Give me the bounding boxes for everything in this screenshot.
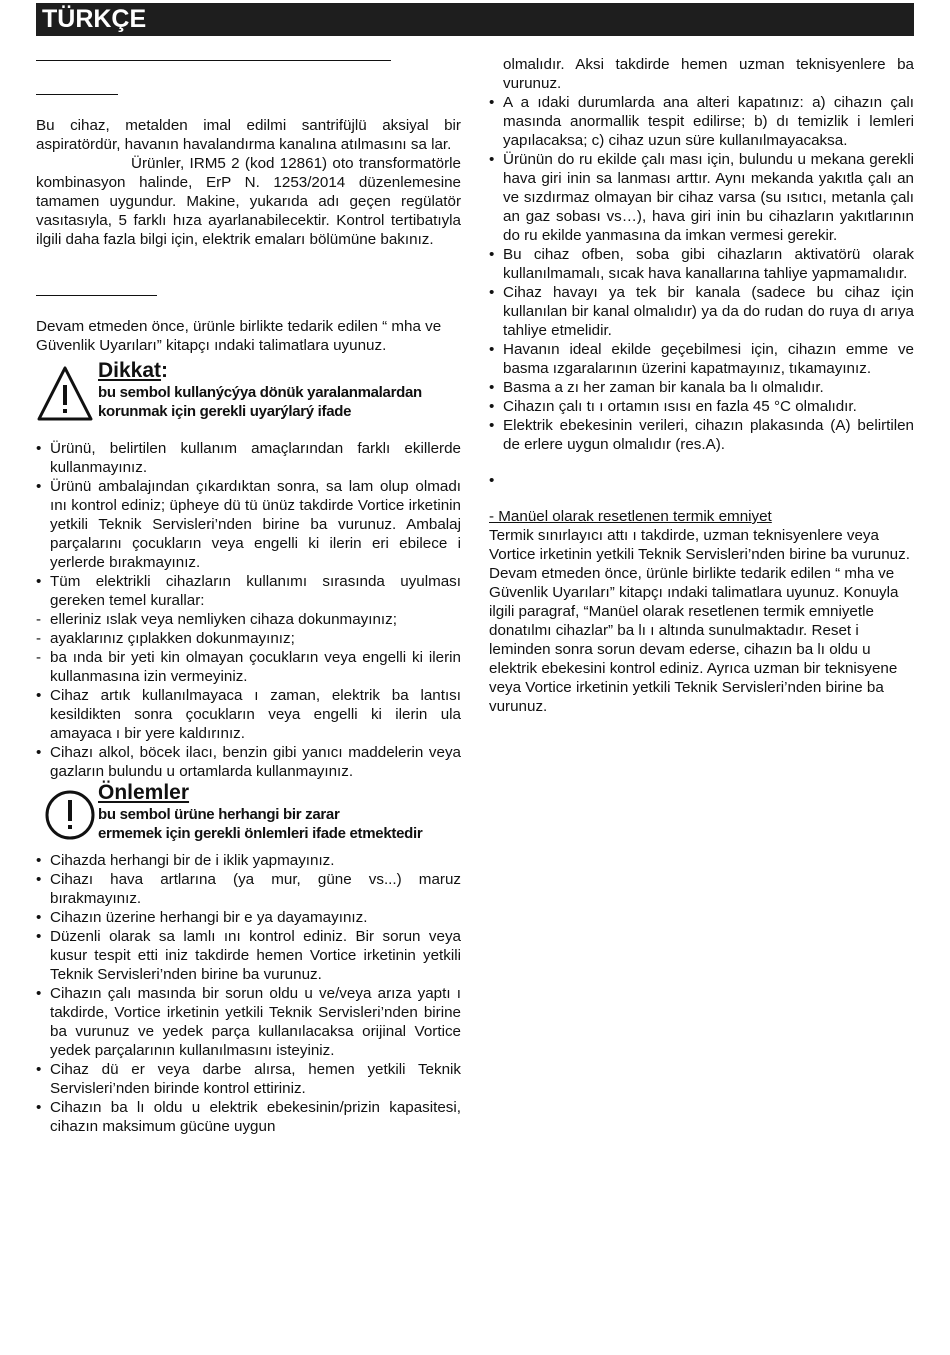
rule-item: - ayaklarınız çıplakken dokunmayınız; bbox=[36, 629, 461, 648]
precaution-item: • Havanın ideal ekilde geçebilmesi için, cihazın emme ve basma ızgaralarının üzerini kapatmayınız, tıkamayınız. bbox=[489, 340, 914, 378]
intro-paragraph: Bu cihaz, metalden imal edilmi santrifüjlü aksiyal bir aspiratördür, havanın havalandırma kanalına atılmasını sa lar. bbox=[36, 117, 461, 153]
precaution-item: • Ürünün do ru ekilde çalı ması için, bulundu u mekana gerekli hava giri inin sa lanması arttır. Aynı mekanda yakıtla çalı an ve sızdırmaz olmayan bir cihaz varsa (su ısıtıcı, metanla çalı an gaz sobası vs…), hava giri inin bu cihazların yakıtlarının do ru ekilde yanmasına da imkan vermesi gerekir. bbox=[489, 150, 914, 245]
precautions-list bbox=[36, 851, 461, 1136]
warning-item: • Tüm elektrikli cihazların kullanımı sırasında uyulması gereken temel kurallar: bbox=[36, 572, 461, 610]
compliance-paragraph: Ürünler, IRM5 2 (kod 12861) oto transformatörle kombinasyon halinde, ErP N. 1253/2014 düzenlemesine tamamen uygundur. Makine, yukarıda adı geçen regülatör vasıtasıyla, 5 farklı hıza ayarlanabilecektir. Kontrol tertibatıyla ilgili daha fazla bilgi için, elektrik emaları bölümüne bakınız. bbox=[36, 155, 461, 248]
onlemler-text-line1: bu sembol ürüne herhangi bir zarar bbox=[98, 806, 340, 823]
onlemler-text-line2: ermemek için gerekli önlemleri ifade etmektedir bbox=[98, 825, 423, 842]
precaution-item: • Cihazın ba lı oldu u elektrik ebekesinin/prizin kapasitesi, cihazın maksimum gücüne uygun bbox=[36, 1098, 461, 1136]
dikkat-notice bbox=[36, 359, 461, 439]
language-header bbox=[36, 3, 914, 36]
precaution-item: • Elektrik ebekesinin verileri, cihazın plakasında (A) belirtilen de erlere uygun olmalıdır (res.A). bbox=[489, 416, 914, 454]
warnings-list bbox=[36, 439, 461, 610]
precaution-item: • Cihazın çalı tı ı ortamın ısısı en fazla 45 °C olmalıdır. bbox=[489, 397, 914, 416]
rule-item: - ba ında bir yeti kin olmayan çocukların veya engelli ki ilerin kullanmasına izin vermeyiniz. bbox=[36, 648, 461, 686]
continued-paragraph: olmalıdır. Aksi takdirde hemen uzman teknisyenlere ba vurunuz. bbox=[503, 56, 914, 92]
precaution-item: • Cihaz havayı ya tek bir kanala (sadece bu cihaz için kullanılan bir kanal olmalıdır) ya da do rudan do ruya dı arıya tahliye etmelidir. bbox=[489, 283, 914, 340]
dikkat-text-line2: korunmak için gerekli uyarýlarý ifade bbox=[98, 403, 352, 420]
dikkat-text-line1: bu sembol kullanýcýya dönük yaralanmalardan bbox=[98, 384, 422, 401]
rule-item: - elleriniz ıslak veya nemliyken cihaza dokunmayınız; bbox=[36, 610, 461, 629]
warning-triangle-icon bbox=[36, 365, 94, 423]
empty-bullet: • bbox=[489, 472, 495, 489]
left-column bbox=[36, 60, 461, 1136]
instructions-paragraph: Devam etmeden önce, ürünle birlikte tedarik edilen “ mha ve Güvenlik Uyarıları” kitapçı ındaki talimatlara uyunuz. bbox=[36, 318, 442, 354]
thermal-paragraph: Termik sınırlayıcı attı ı takdirde, uzman teknisyenlere veya Vortice irketinin yetkili Teknik Servisleri’nden birine ba vurunuz. Devam etmeden önce, ürünle birlikte tedarik edilen “ mha ve Güvenlik Uyarıları” kitapçı ındaki talimatlara uyunuz. Konuyla ilgili paragraf, “Manüel olarak resetlenen termik emniyetle donatılmı cihazlar” ba lı ı altında sunulmaktadır. Reset i leminden sonra sorun devam ederse, cihazın ba lı oldu u elektrik ebekesini kontrol ediniz. Ayrıca uzman bir teknisyene veya Vortice irketinin yetkili Teknik Servisleri’nden birine ba vurunuz. bbox=[489, 527, 910, 715]
dikkat-title: Dikkat bbox=[98, 359, 162, 382]
precaution-item: • Basma a zı her zaman bir kanala ba lı olmalıdır. bbox=[489, 378, 914, 397]
precaution-item: • Cihazda herhangi bir de i iklik yapmayınız. bbox=[36, 851, 461, 870]
warning-item: • Ürünü ambalajından çıkardıktan sonra, sa lam olup olmadı ını kontrol ediniz; üpheye dü tü ünüz takdirde Vortice irketinin yetkili Teknik Servisleri’nden birine ba vurunuz. Ambalaj parçalarını çocukların veya engelli ki ilerin eri ebilece i yerlerde bırakmayınız. bbox=[36, 477, 461, 572]
precaution-item: • A a ıdaki durumlarda ana alteri kapatınız: a) cihazın çalı masında anormallik tespit edilirse; b) dı temizlik i lemleri yapılacaksa; c) cihaz uzun süre kullanılmayacaksa. bbox=[489, 93, 914, 150]
thermal-heading: - Manüel olarak resetlenen termik emniyet bbox=[489, 508, 772, 525]
right-precautions-list bbox=[489, 93, 914, 454]
precaution-item: • Cihazı hava artlarına (ya mur, güne vs...) maruz bırakmayınız. bbox=[36, 870, 461, 908]
dikkat-colon: : bbox=[161, 359, 169, 382]
precaution-item: • Cihazın çalı masında bir sorun oldu u ve/veya arıza yaptı ı takdirde, Vortice irketinin yetkili Teknik Servisleri’nden birine ba vurunuz ve yedek parça kullanılacaksa orijinal Vortice yedek parçalarının kullanılmasını isteyiniz. bbox=[36, 984, 461, 1060]
right-column bbox=[489, 55, 914, 716]
precaution-item: • Cihazın üzerine herhangi bir e ya dayamayınız. bbox=[36, 908, 461, 927]
onlemler-notice bbox=[36, 781, 461, 851]
warning-item: • Cihazı alkol, böcek ilacı, benzin gibi yanıcı maddelerin veya gazların bulundu u ortamlarda kullanmayınız. bbox=[36, 743, 461, 781]
precaution-item: • Düzenli olarak sa lamlı ını kontrol ediniz. Bir sorun veya kusur tespit etti iniz takdirde hemen Vortice irketinin yetkili Teknik Servisleri’nden birine ba vurunuz. bbox=[36, 927, 461, 984]
warnings-list-2 bbox=[36, 686, 461, 781]
onlemler-title: Önlemler bbox=[98, 781, 190, 804]
rules-list bbox=[36, 610, 461, 686]
warning-item: • Cihaz artık kullanılmayaca ı zaman, elektrik ba lantısı kesildikten sonra çocukların veya engelli ki ilerin ula amayaca ı bir yere kaldırınız. bbox=[36, 686, 461, 743]
precaution-item: • Cihaz dü er veya darbe alırsa, hemen yetkili Teknik Servisleri’nden birinde kontrol ettiriniz. bbox=[36, 1060, 461, 1098]
exclamation-circle-icon bbox=[44, 789, 96, 841]
precaution-item: • Bu cihaz ofben, soba gibi cihazların aktivatörü olarak kullanılmamalı, sıcak hava kanallarına tahliye yapmamalıdır. bbox=[489, 245, 914, 283]
language-title: TÜRKÇE bbox=[42, 5, 147, 33]
warning-item: • Ürünü, belirtilen kullanım amaçlarından farklı ekillerde kullanmayınız. bbox=[36, 439, 461, 477]
